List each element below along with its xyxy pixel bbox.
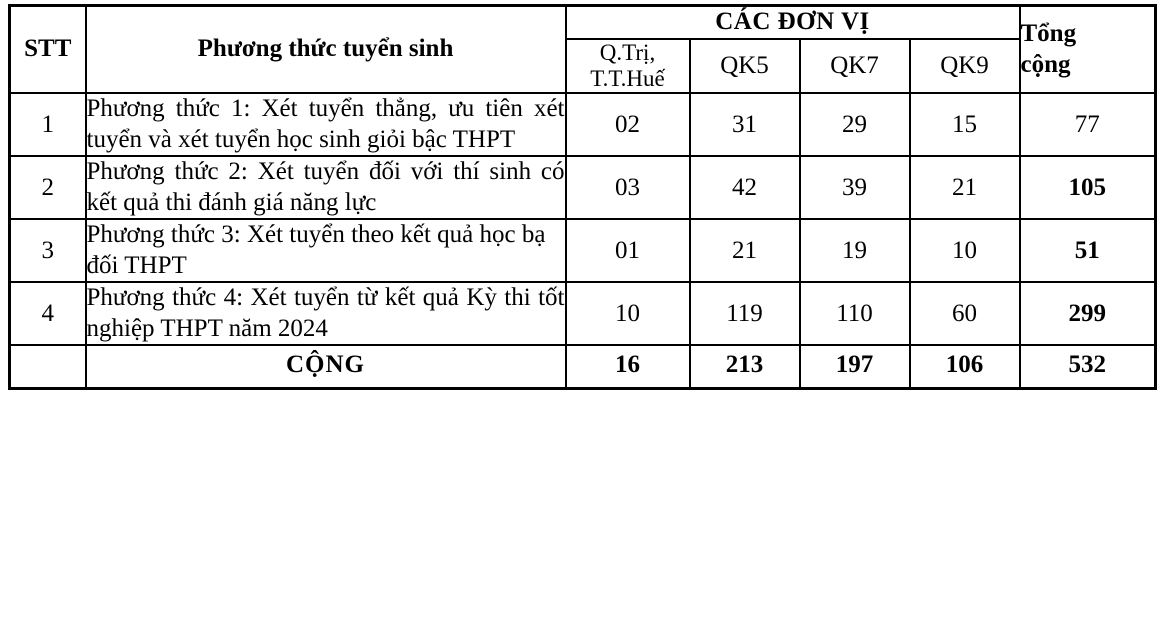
cell-stt: 3 <box>10 219 86 282</box>
cell-qk5: 21 <box>690 219 800 282</box>
cell-stt: 2 <box>10 156 86 219</box>
cell-quangtri-hue: 10 <box>566 282 690 345</box>
cell-qk5: 42 <box>690 156 800 219</box>
column-header-total <box>1020 6 1156 94</box>
cell-footer-label: CỘNG <box>86 345 566 388</box>
cell-quangtri-hue: 03 <box>566 156 690 219</box>
cell-qk7: 19 <box>800 219 910 282</box>
admission-statistics-table <box>8 4 1157 390</box>
table-header <box>10 6 1156 94</box>
cell-qk7: 39 <box>800 156 910 219</box>
table-row <box>10 93 1156 156</box>
cell-row-total: 299 <box>1020 282 1156 345</box>
cell-footer-quangtri-hue: 16 <box>566 345 690 388</box>
cell-stt: 1 <box>10 93 86 156</box>
cell-row-total: 77 <box>1020 93 1156 156</box>
cell-footer-qk9: 106 <box>910 345 1020 388</box>
cell-stt: 4 <box>10 282 86 345</box>
cell-method: Phương thức 4: Xét tuyển từ kết quả Kỳ thi tốt nghiệp THPT năm 2024 <box>86 282 566 345</box>
cell-qk9: 10 <box>910 219 1020 282</box>
cell-row-total: 51 <box>1020 219 1156 282</box>
column-header-unit-qk9: QK9 <box>910 39 1020 94</box>
column-header-stt: STT <box>10 6 86 94</box>
cell-footer-stt <box>10 345 86 388</box>
cell-qk9: 21 <box>910 156 1020 219</box>
column-header-total-line1: Tổng <box>1020 20 1077 48</box>
column-header-units-group: CÁC ĐƠN VỊ <box>566 6 1020 39</box>
cell-footer-total: 532 <box>1020 345 1156 388</box>
cell-qk5: 31 <box>690 93 800 156</box>
column-header-unit-qk7: QK7 <box>800 39 910 94</box>
column-header-unit-qk5: QK5 <box>690 39 800 94</box>
column-header-unit-quangtri-hue: Q.Trị, T.T.Huế <box>566 39 690 94</box>
cell-footer-qk7: 197 <box>800 345 910 388</box>
table-body <box>10 93 1156 388</box>
column-header-total-line2: cộng <box>1020 50 1071 78</box>
cell-qk9: 60 <box>910 282 1020 345</box>
cell-row-total: 105 <box>1020 156 1156 219</box>
table-row <box>10 282 1156 345</box>
cell-quangtri-hue: 02 <box>566 93 690 156</box>
cell-qk7: 29 <box>800 93 910 156</box>
table-row <box>10 219 1156 282</box>
cell-qk9: 15 <box>910 93 1020 156</box>
cell-qk5: 119 <box>690 282 800 345</box>
cell-quangtri-hue: 01 <box>566 219 690 282</box>
cell-method: Phương thức 2: Xét tuyển đối với thí sinh có kết quả thi đánh giá năng lực <box>86 156 566 219</box>
cell-method: Phương thức 3: Xét tuyển theo kết quả học bạ đối THPT <box>86 219 566 282</box>
table-row <box>10 156 1156 219</box>
cell-footer-qk5: 213 <box>690 345 800 388</box>
cell-method: Phương thức 1: Xét tuyển thẳng, ưu tiên xét tuyển và xét tuyển học sinh giỏi bậc THPT <box>86 93 566 156</box>
header-row-top <box>10 6 1156 39</box>
table-footer-row <box>10 345 1156 388</box>
cell-qk7: 110 <box>800 282 910 345</box>
column-header-method: Phương thức tuyển sinh <box>86 6 566 94</box>
